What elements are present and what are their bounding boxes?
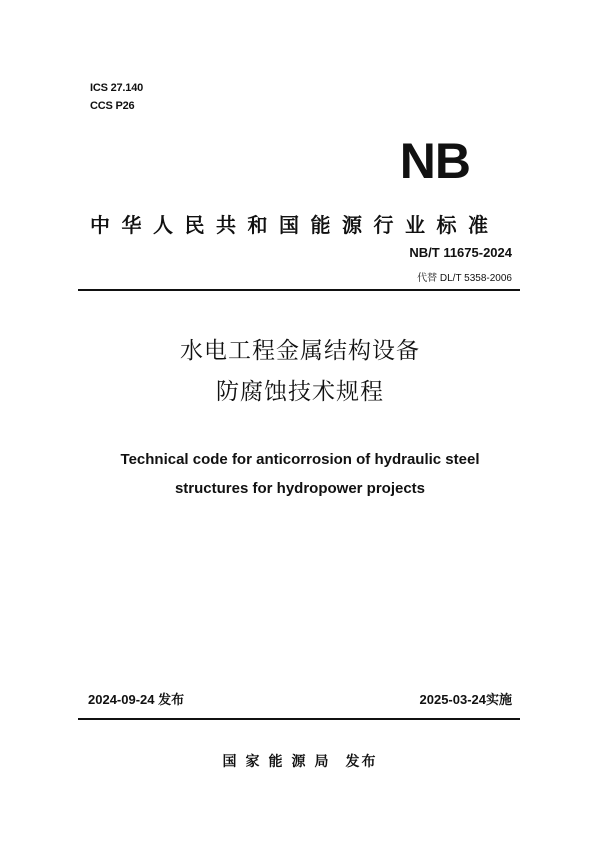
standard-number: NB/T 11675-2024 — [409, 245, 512, 260]
chinese-title-line-2: 防腐蚀技术规程 — [216, 379, 384, 405]
english-title-line-1: Technical code for anticorrosion of hydraulic steel — [120, 451, 480, 468]
english-title — [0, 446, 600, 503]
authority-name: 国家能源局 — [222, 754, 338, 770]
top-divider — [78, 289, 520, 291]
authority-action: 发布 — [345, 754, 378, 770]
implementation-date: 2025-03-24实施 — [419, 692, 512, 707]
issuing-authority — [0, 751, 600, 771]
replaces-standard: 代替 DL/T 5358-2006 — [417, 273, 512, 284]
bottom-divider — [78, 718, 520, 720]
ics-code: ICS 27.140 — [90, 82, 144, 94]
issue-date: 2024-09-24 发布 — [88, 692, 185, 707]
english-title-line-2: structures for hydropower projects — [174, 479, 426, 497]
nb-logo: NB — [399, 133, 470, 189]
organization-title: 中华人民共和国能源行业标准 — [90, 213, 500, 237]
chinese-title-line-1: 水电工程金属结构设备 — [180, 338, 420, 364]
ccs-code: CCS P26 — [90, 100, 135, 112]
